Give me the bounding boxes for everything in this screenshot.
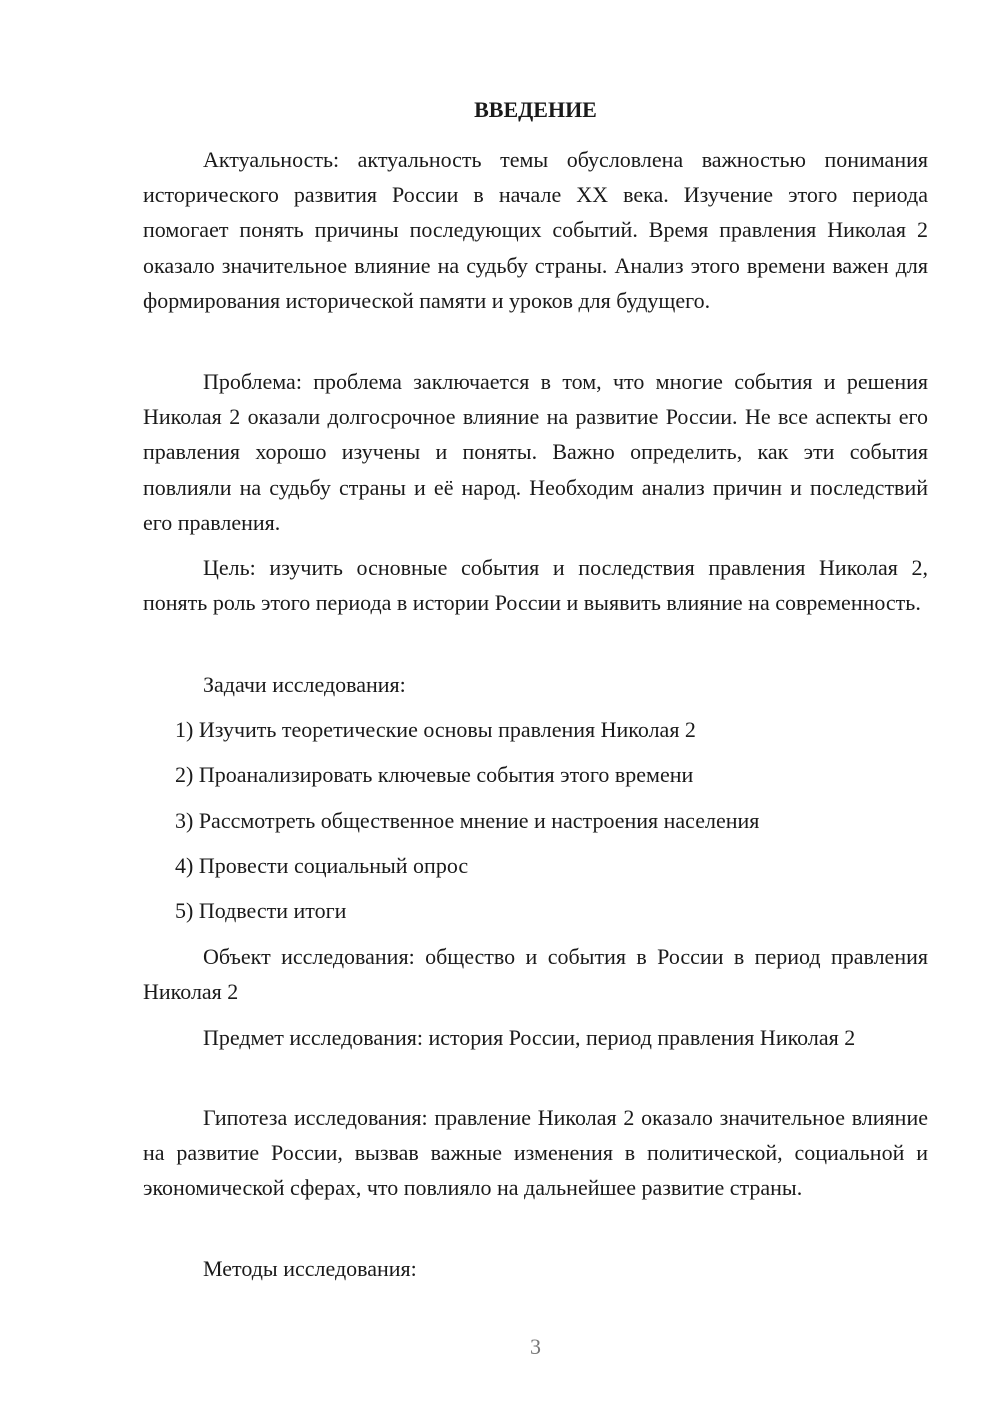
page-number: 3 — [530, 1334, 541, 1359]
task-item: 1) Изучить теоретические основы правления Николая 2 — [175, 717, 696, 742]
relevance-paragraph: Актуальность: актуальность темы обусловлена важностью понимания исторического развития России в начале XX века. Изучение этого периода помогает понять причины последующих событий. Время правления Николая 2 оказало значительное влияние на судьбу страны. Анализ этого времени важен для формирования исторической памяти и уроков для будущего. — [143, 147, 928, 313]
goal-paragraph: Цель: изучить основные события и последствия правления Николая 2, понять роль этого периода в истории России и выявить влияние на современность. — [143, 555, 928, 616]
section-title: ВВЕДЕНИЕ — [474, 97, 597, 122]
task-item: 2) Проанализировать ключевые события этого времени — [175, 762, 694, 787]
subject-paragraph: Предмет исследования: история России, период правления Николая 2 — [203, 1025, 856, 1050]
hypothesis-paragraph: Гипотеза исследования: правление Николая 2 оказало значительное влияние на развитие России, вызвав важные изменения в политической, социальной и экономической сферах, что повлияло на дальнейшее развитие страны. — [143, 1105, 928, 1201]
methods-heading: Методы исследования: — [203, 1256, 417, 1281]
object-paragraph: Объект исследования: общество и события в России в период правления Николая 2 — [143, 944, 928, 1005]
tasks-heading: Задачи исследования: — [203, 672, 406, 697]
task-item: 4) Провести социальный опрос — [175, 853, 469, 878]
problem-paragraph: Проблема: проблема заключается в том, что многие события и решения Николая 2 оказали долгосрочное влияние на развитие России. Не все аспекты его правления хорошо изучены и поняты. Важно определить, как эти события повлияли на судьбу страны и её народ. Необходим анализ причин и последствий его правления. — [143, 369, 928, 535]
task-item: 3) Рассмотреть общественное мнение и настроения населения — [175, 808, 760, 833]
task-item: 5) Подвести итоги — [175, 898, 347, 923]
